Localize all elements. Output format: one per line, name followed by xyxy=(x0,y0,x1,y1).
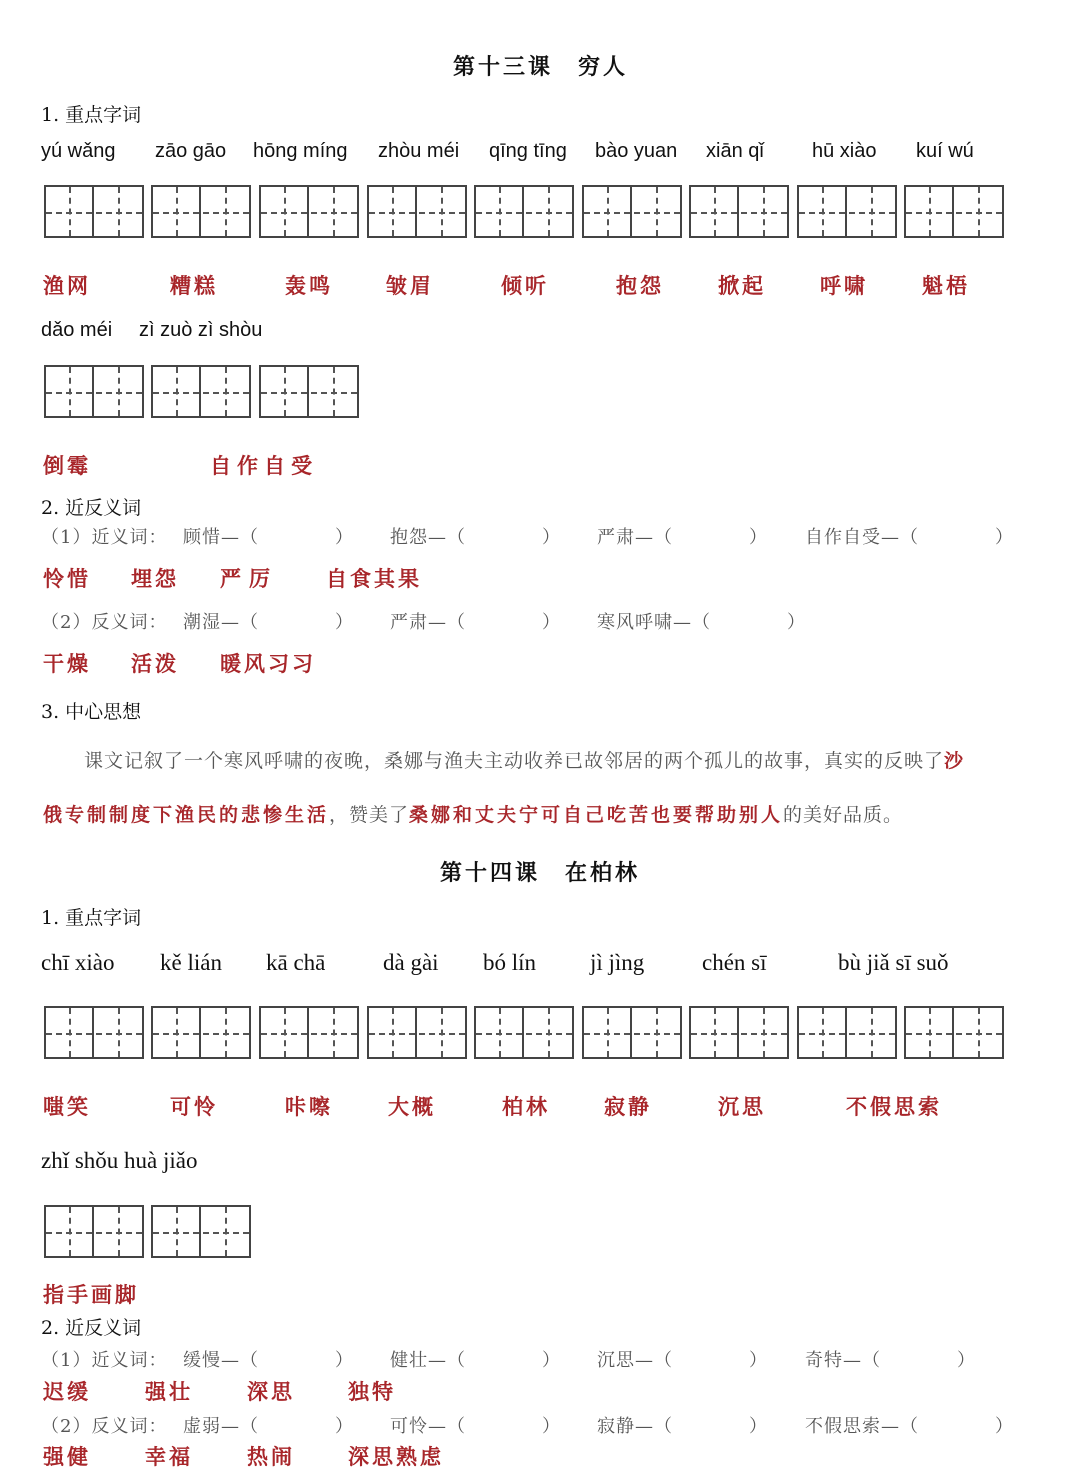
l13-section3-heading: 3. 中心思想 xyxy=(41,701,142,723)
writing-grid[interactable] xyxy=(44,185,144,238)
writing-grid[interactable] xyxy=(259,365,359,418)
answer-word: 幸福 xyxy=(145,1444,193,1469)
synonym-item: 健壮—（ ） xyxy=(390,1350,561,1371)
writing-grid[interactable] xyxy=(44,1006,144,1059)
main-idea-text: 课文记叙了一个寒风呼啸的夜晚，桑娜与渔夫主动收养已故邻居的两个孤儿的故事，真实的反映了 xyxy=(84,750,945,772)
answer-word: 干燥 xyxy=(43,651,91,676)
writing-grid[interactable] xyxy=(689,1006,789,1059)
synonym-label: （1）近义词： xyxy=(41,527,168,548)
writing-grid[interactable] xyxy=(151,365,251,418)
synonym-item: 自作自受—（ ） xyxy=(805,527,1014,548)
writing-grid[interactable] xyxy=(582,1006,682,1059)
antonym-item: 寒风呼啸—（ ） xyxy=(597,612,806,633)
synonym-item: 顾惜—（ ） xyxy=(183,527,354,548)
main-idea-text: ，赞美了 xyxy=(329,804,410,826)
synonym-item: 缓慢—（ ） xyxy=(183,1350,354,1371)
answer-word: 皱眉 xyxy=(386,273,434,298)
answer-word: 怜惜 xyxy=(43,566,91,591)
antonym-label: （2）反义词： xyxy=(41,612,168,633)
answer-word: 魁梧 xyxy=(922,273,970,298)
antonym-item: 严肃—（ ） xyxy=(390,612,561,633)
answer-word: 嗤笑 xyxy=(43,1094,91,1119)
writing-grid[interactable] xyxy=(367,185,467,238)
answer-word: 沉思 xyxy=(718,1094,766,1119)
l14-section1-heading: 1. 重点字词 xyxy=(41,907,142,929)
writing-grid[interactable] xyxy=(44,1205,144,1258)
writing-grid[interactable] xyxy=(797,1006,897,1059)
writing-grid[interactable] xyxy=(904,1006,1004,1059)
writing-grid[interactable] xyxy=(367,1006,467,1059)
pinyin: zhǐ shǒu huà jiǎo xyxy=(41,1148,198,1173)
answer-word: 独特 xyxy=(348,1379,396,1404)
writing-grid[interactable] xyxy=(582,185,682,238)
pinyin: dǎo méi xyxy=(41,319,113,341)
answer-word: 自作自受 xyxy=(210,453,318,478)
answer-word: 迟缓 xyxy=(43,1379,91,1404)
main-idea-highlight: 桑娜和丈夫宁可自己吃苦也要帮助别人 xyxy=(409,804,784,826)
l14-section2-heading: 2. 近反义词 xyxy=(41,1317,142,1339)
answer-word: 深思熟虑 xyxy=(348,1444,444,1469)
pinyin: kā chā xyxy=(266,950,326,975)
antonym-item: 虚弱—（ ） xyxy=(183,1416,354,1437)
synonym-item: 沉思—（ ） xyxy=(597,1350,768,1371)
antonym-item: 不假思索—（ ） xyxy=(805,1416,1014,1437)
pinyin: hū xiào xyxy=(812,140,877,162)
writing-grid[interactable] xyxy=(904,185,1004,238)
writing-grid[interactable] xyxy=(259,185,359,238)
writing-grid[interactable] xyxy=(151,1006,251,1059)
pinyin: chén sī xyxy=(702,950,767,975)
antonym-item: 可怜—（ ） xyxy=(390,1416,561,1437)
answer-word: 抱怨 xyxy=(616,273,664,298)
antonym-label: （2）反义词： xyxy=(41,1416,168,1437)
answer-word: 深思 xyxy=(247,1379,295,1404)
pinyin: chī xiào xyxy=(41,950,115,975)
answer-word: 强健 xyxy=(43,1444,91,1469)
pinyin: zhòu méi xyxy=(378,140,460,162)
writing-grid[interactable] xyxy=(44,365,144,418)
pinyin: bù jiǎ sī suǒ xyxy=(838,950,949,975)
writing-grid[interactable] xyxy=(151,1205,251,1258)
pinyin: dà gài xyxy=(383,950,439,975)
pinyin: yú wǎng xyxy=(41,140,116,162)
answer-word: 呼啸 xyxy=(820,273,868,298)
writing-grid[interactable] xyxy=(259,1006,359,1059)
pinyin: jì jìng xyxy=(590,950,645,975)
pinyin: zì zuò zì shòu xyxy=(139,319,263,341)
writing-grid[interactable] xyxy=(151,185,251,238)
synonym-item: 严肃—（ ） xyxy=(597,527,768,548)
writing-grid[interactable] xyxy=(474,1006,574,1059)
antonym-item: 潮湿—（ ） xyxy=(183,612,354,633)
answer-word: 热闹 xyxy=(247,1444,295,1469)
answer-word: 强壮 xyxy=(145,1379,193,1404)
answer-word: 不假思索 xyxy=(846,1094,942,1119)
writing-grid[interactable] xyxy=(797,185,897,238)
answer-word: 指手画脚 xyxy=(43,1282,139,1307)
answer-word: 柏林 xyxy=(502,1094,550,1119)
answer-word: 倒霉 xyxy=(43,453,91,478)
synonym-item: 奇特—（ ） xyxy=(805,1350,976,1371)
lesson-13-title: 第十三课 穷人 xyxy=(453,54,629,80)
antonym-item: 寂静—（ ） xyxy=(597,1416,768,1437)
answer-word: 自食其果 xyxy=(326,566,422,591)
main-idea-highlight: 俄专制制度下渔民的悲惨生活 xyxy=(43,804,330,826)
answer-word: 活泼 xyxy=(131,651,179,676)
answer-word: 咔嚓 xyxy=(285,1094,333,1119)
pinyin: zāo gāo xyxy=(155,140,227,162)
answer-word: 渔网 xyxy=(43,273,91,298)
pinyin: hōng míng xyxy=(253,140,348,162)
main-idea-highlight: 沙 xyxy=(944,750,967,772)
main-idea-line2 xyxy=(43,800,903,827)
lesson-14-title: 第十四课 在柏林 xyxy=(440,860,641,886)
main-idea-line1 xyxy=(84,746,966,773)
pinyin: kě lián xyxy=(160,950,222,975)
writing-grid[interactable] xyxy=(474,185,574,238)
synonym-item: 抱怨—（ ） xyxy=(390,527,561,548)
answer-word: 寂静 xyxy=(604,1094,652,1119)
answer-word: 大概 xyxy=(388,1094,436,1119)
answer-word: 暖风习习 xyxy=(220,651,316,676)
answer-word: 可怜 xyxy=(170,1094,218,1119)
answer-word: 严厉 xyxy=(220,566,278,591)
l13-section2-heading: 2. 近反义词 xyxy=(41,497,142,519)
main-idea-text: 的美好品质。 xyxy=(783,804,904,826)
answer-word: 轰鸣 xyxy=(285,273,333,298)
answer-word: 糟糕 xyxy=(170,273,218,298)
answer-word: 埋怨 xyxy=(131,566,179,591)
pinyin: kuí wú xyxy=(916,140,974,162)
pinyin: bào yuan xyxy=(595,140,678,162)
synonym-label: （1）近义词： xyxy=(41,1350,168,1371)
writing-grid[interactable] xyxy=(689,185,789,238)
answer-word: 倾听 xyxy=(501,273,549,298)
pinyin: qīng tīng xyxy=(489,140,567,162)
answer-word: 掀起 xyxy=(718,273,766,298)
l13-section1-heading: 1. 重点字词 xyxy=(41,104,142,126)
pinyin: xiān qǐ xyxy=(706,140,764,162)
pinyin: bó lín xyxy=(483,950,537,975)
